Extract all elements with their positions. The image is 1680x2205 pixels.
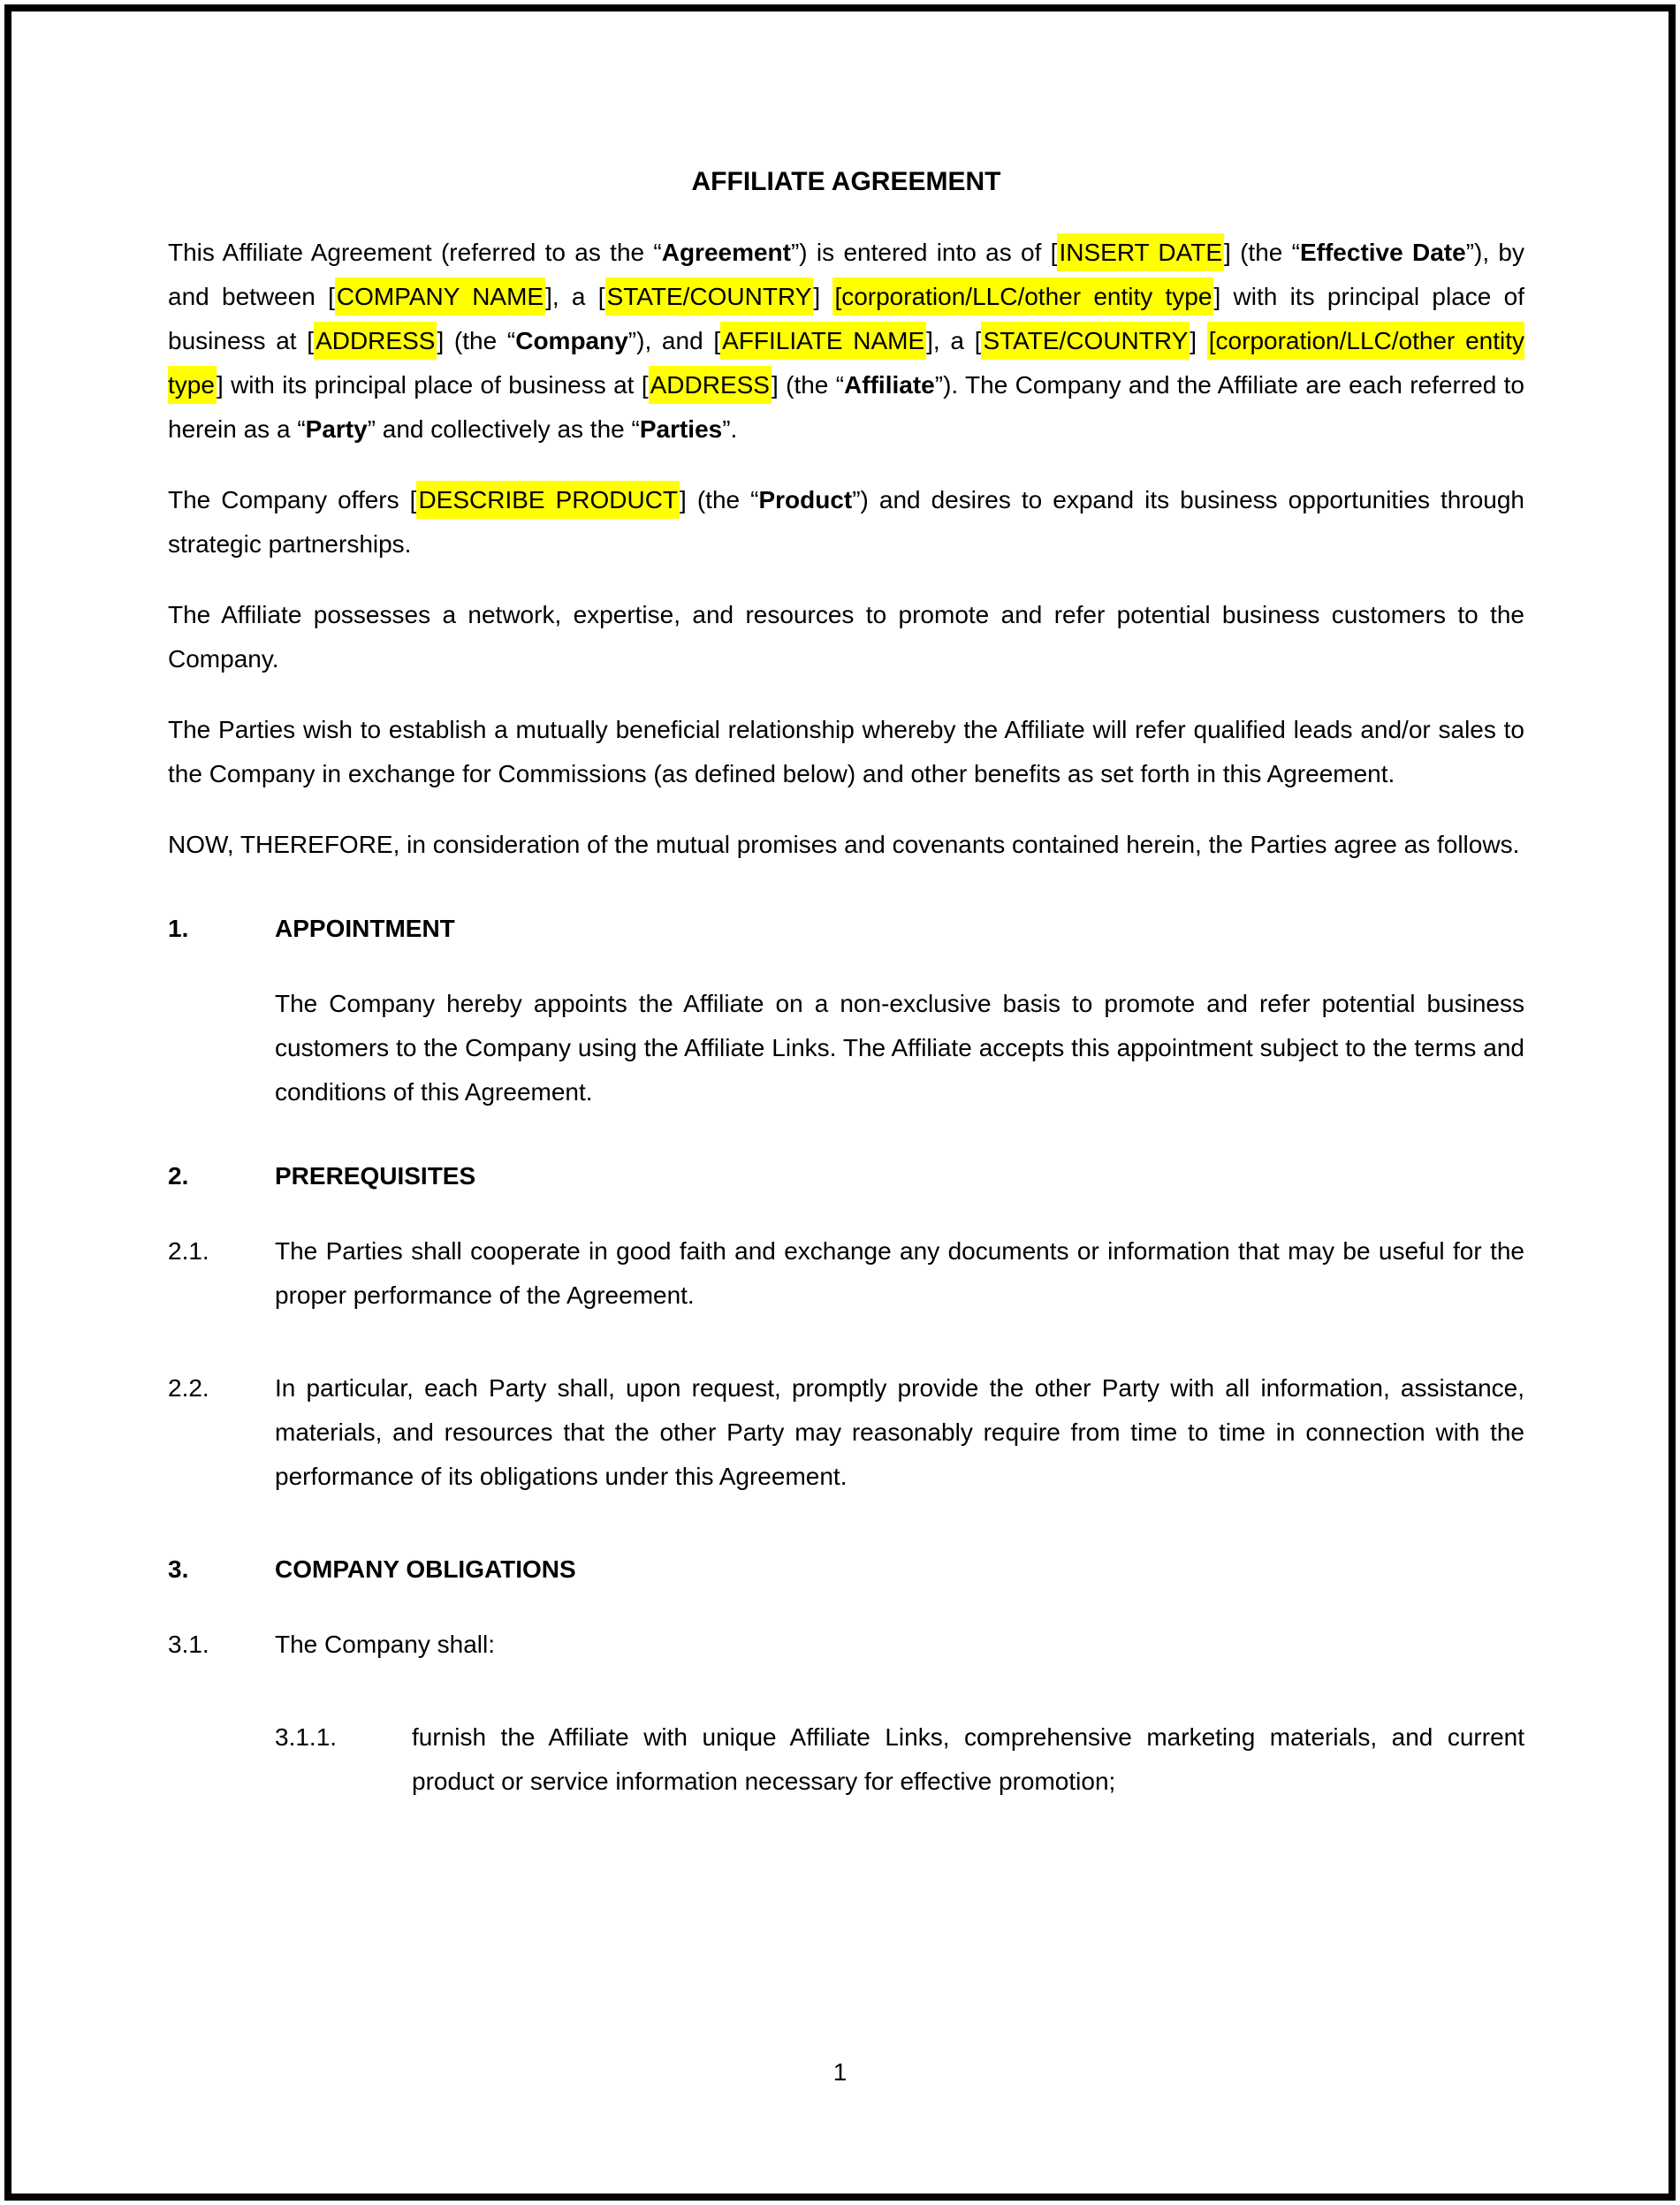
clause-3-1-1-number: 3.1.1. — [275, 1723, 338, 1751]
intro-paragraph-3 — [168, 593, 1524, 681]
text-run: The Parties shall cooperate in good faith and exchange any documents or information that may be useful for the proper performance of the Agreement. — [275, 1237, 1524, 1309]
text-run: ”) is entered into as of [ — [790, 239, 1058, 266]
highlighted-placeholder: STATE/COUNTRY — [605, 278, 814, 316]
clause-2-1 — [168, 1229, 1524, 1318]
defined-term: Party — [305, 415, 368, 443]
text-run: ] (the “ — [1224, 239, 1300, 266]
text-run: ”. — [722, 415, 738, 443]
text-run: This Affiliate Agreement (referred to as the “ — [168, 239, 662, 266]
highlighted-placeholder: COMPANY NAME — [335, 278, 545, 316]
document-content — [11, 11, 1669, 1804]
highlighted-placeholder: STATE/COUNTRY — [981, 322, 1190, 360]
text-run: NOW, THEREFORE, in consideration of the mutual promises and covenants contained herein, the Parties agree as follows. — [168, 831, 1520, 858]
section-3-heading — [168, 1547, 1524, 1592]
text-run: ”), and [ — [627, 327, 721, 354]
text-run: ], a [ — [926, 327, 982, 354]
section-1-body — [275, 982, 1524, 1114]
defined-term: Effective Date — [1299, 239, 1466, 266]
text-run: ] (the “ — [771, 371, 845, 399]
text-run: The Affiliate possesses a network, expertise, and resources to promote and refer potential business customers to the Company. — [168, 601, 1524, 673]
highlighted-placeholder: [corporation/LLC/other entity type — [168, 322, 1524, 404]
text-run: ] with its principal place of business at [ — [168, 283, 1524, 354]
defined-term: Company — [515, 327, 628, 354]
text-run: ”), by and between [ — [168, 239, 1525, 310]
section-2-number: 2. — [168, 1162, 189, 1190]
clause-2-2-number: 2.2. — [168, 1374, 209, 1402]
text-run: ] — [1190, 327, 1207, 354]
intro-paragraph-5 — [168, 823, 1524, 867]
document-page — [4, 4, 1676, 2201]
defined-term: Product — [758, 486, 853, 513]
clause-3-1-1-text — [412, 1715, 1524, 1804]
text-run: ] — [813, 283, 833, 310]
text-run: ] with its principal place of business at [ — [216, 371, 649, 399]
defined-term: Parties — [639, 415, 723, 443]
clause-2-2-text — [275, 1366, 1524, 1499]
section-3-number: 3. — [168, 1555, 189, 1583]
section-2-heading — [168, 1154, 1524, 1198]
text-run: ”). The Company and the Affiliate are each referred to herein as a “ — [168, 371, 1524, 443]
text-run: ], a [ — [545, 283, 605, 310]
page-number: 1 — [832, 2058, 848, 2086]
text-run: The Company shall: — [275, 1631, 496, 1658]
text-run: The Company hereby appoints the Affiliate on a non-exclusive basis to promote and refer potential business customers to the Company using the Affiliate Links. The Affiliate accepts this appointment subject to the terms and conditions of this Agreement. — [275, 990, 1524, 1106]
section-1-heading — [168, 907, 1524, 951]
defined-term: Affiliate — [844, 371, 935, 399]
clause-2-2 — [168, 1366, 1524, 1499]
intro-paragraph-2 — [168, 478, 1524, 566]
text-run: ” and collectively as the “ — [367, 415, 640, 443]
text-run: The Parties wish to establish a mutually beneficial relationship whereby the Affiliate will refer qualified leads and/or sales to the Company in exchange for Commissions (as defined below) and other benefits as set forth in this Agreement. — [168, 716, 1524, 787]
intro-paragraph-4 — [168, 708, 1524, 796]
highlighted-placeholder: [corporation/LLC/other entity type — [832, 278, 1213, 316]
clause-2-1-number: 2.1. — [168, 1237, 209, 1265]
clause-3-1-1 — [275, 1715, 1524, 1804]
highlighted-placeholder: AFFILIATE NAME — [720, 322, 926, 360]
text-run: furnish the Affiliate with unique Affiliate Links, comprehensive marketing materials, and current product or service information necessary for effective promotion; — [412, 1723, 1524, 1795]
intro-paragraph-1 — [168, 231, 1524, 452]
highlighted-placeholder: INSERT DATE — [1057, 233, 1224, 271]
text-run: In particular, each Party shall, upon request, promptly provide the other Party with all information, assistance, materials, and resources that the other Party may reasonably require from time to time in connection with the performance of its obligations under this Agreement. — [275, 1374, 1524, 1490]
clause-3-1-number: 3.1. — [168, 1631, 209, 1658]
section-3-title: COMPANY OBLIGATIONS — [275, 1555, 576, 1583]
text-run: ”) and desires to expand its business opportunities through strategic partnerships. — [168, 486, 1524, 558]
text-run: The Company offers [ — [168, 486, 417, 513]
document-title: AFFILIATE AGREEMENT — [691, 167, 1001, 196]
clause-3-1 — [168, 1623, 1524, 1667]
text-run: ] (the “ — [437, 327, 516, 354]
text-run: ] (the “ — [680, 486, 759, 513]
clause-3-1-text — [275, 1623, 1524, 1667]
section-1-number: 1. — [168, 915, 189, 942]
section-1-title: APPOINTMENT — [275, 915, 455, 942]
highlighted-placeholder: ADDRESS — [314, 322, 437, 360]
highlighted-placeholder: DESCRIBE PRODUCT — [416, 481, 680, 519]
highlighted-placeholder: ADDRESS — [649, 366, 772, 404]
section-2-title: PREREQUISITES — [275, 1162, 476, 1190]
clause-2-1-text — [275, 1229, 1524, 1318]
defined-term: Agreement — [661, 239, 791, 266]
